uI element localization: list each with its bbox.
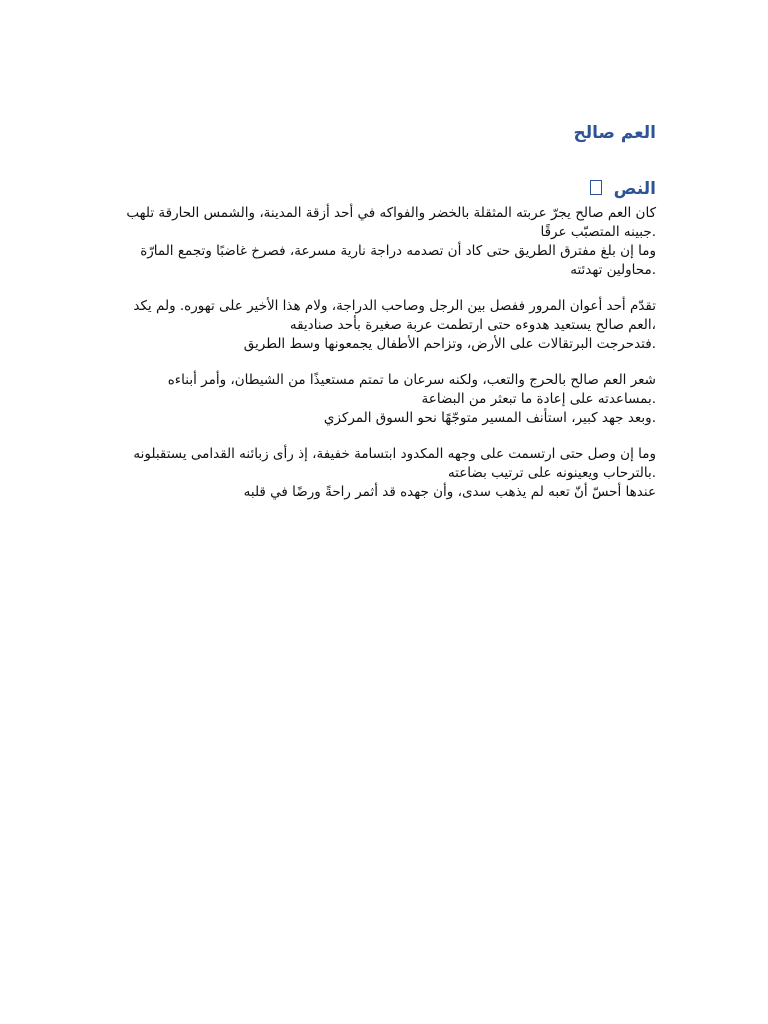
paragraph-line: .بالترحاب ويعينونه على ترتيب بضاعته xyxy=(447,465,656,481)
empty-box-icon xyxy=(590,180,602,195)
paragraph-3 xyxy=(112,371,656,428)
paragraph-line: تقدّم أحد أعوان المرور ففصل بين الرجل وصاحب الدراجة، ولام هذا الأخير على تهوره. ولم يكد xyxy=(133,298,656,314)
paragraph-1 xyxy=(112,204,656,280)
paragraph-4 xyxy=(112,445,656,502)
document-page xyxy=(112,118,656,519)
paragraph-line: ،العم صالح يستعيد هدوءه حتى ارتطمت عربة صغيرة بأحد صناديقه xyxy=(289,317,656,333)
paragraph-line: .محاولين تهدئته xyxy=(570,262,656,278)
section-heading xyxy=(112,174,656,204)
paragraph-line: .فتدحرجت البرتقالات على الأرض، وتزاحم الأطفال يجمعونها وسط الطريق xyxy=(243,336,656,352)
section-heading-text: النص xyxy=(613,179,656,199)
paragraph-line: كان العم صالح يجرّ عربته المثقلة بالخضر والفواكه في أحد أزقة المدينة، والشمس الحارقة تلهب xyxy=(126,205,656,221)
paragraph-line: .وبعد جهد كبير، استأنف المسير متوجّهًا نحو السوق المركزي xyxy=(323,410,656,426)
paragraph-2 xyxy=(112,297,656,354)
paragraph-line: وما إن وصل حتى ارتسمت على وجهه المكدود ابتسامة خفيفة، إذ رأى زبائنه القدامى يستقبلونه xyxy=(133,446,656,462)
paragraph-line: وما إن بلغ مفترق الطريق حتى كاد أن تصدمه دراجة نارية مسرعة، فصرخ غاضبًا وتجمع المارّة xyxy=(140,243,656,259)
paragraph-line: شعر العم صالح بالحرج والتعب، ولكنه سرعان ما تمتم مستعيذًا من الشيطان، وأمر أبناءه xyxy=(167,372,656,388)
paragraph-line: .جبينه المتصبّب عرقًا xyxy=(540,224,656,240)
document-title: العم صالح xyxy=(573,123,656,143)
paragraph-line: .بمساعدته على إعادة ما تبعثر من البضاعة xyxy=(421,391,656,407)
paragraph-line: عندها أحسّ أنّ تعبه لم يذهب سدى، وأن جهده قد أثمر راحةً ورضًا في قلبه xyxy=(243,484,656,500)
